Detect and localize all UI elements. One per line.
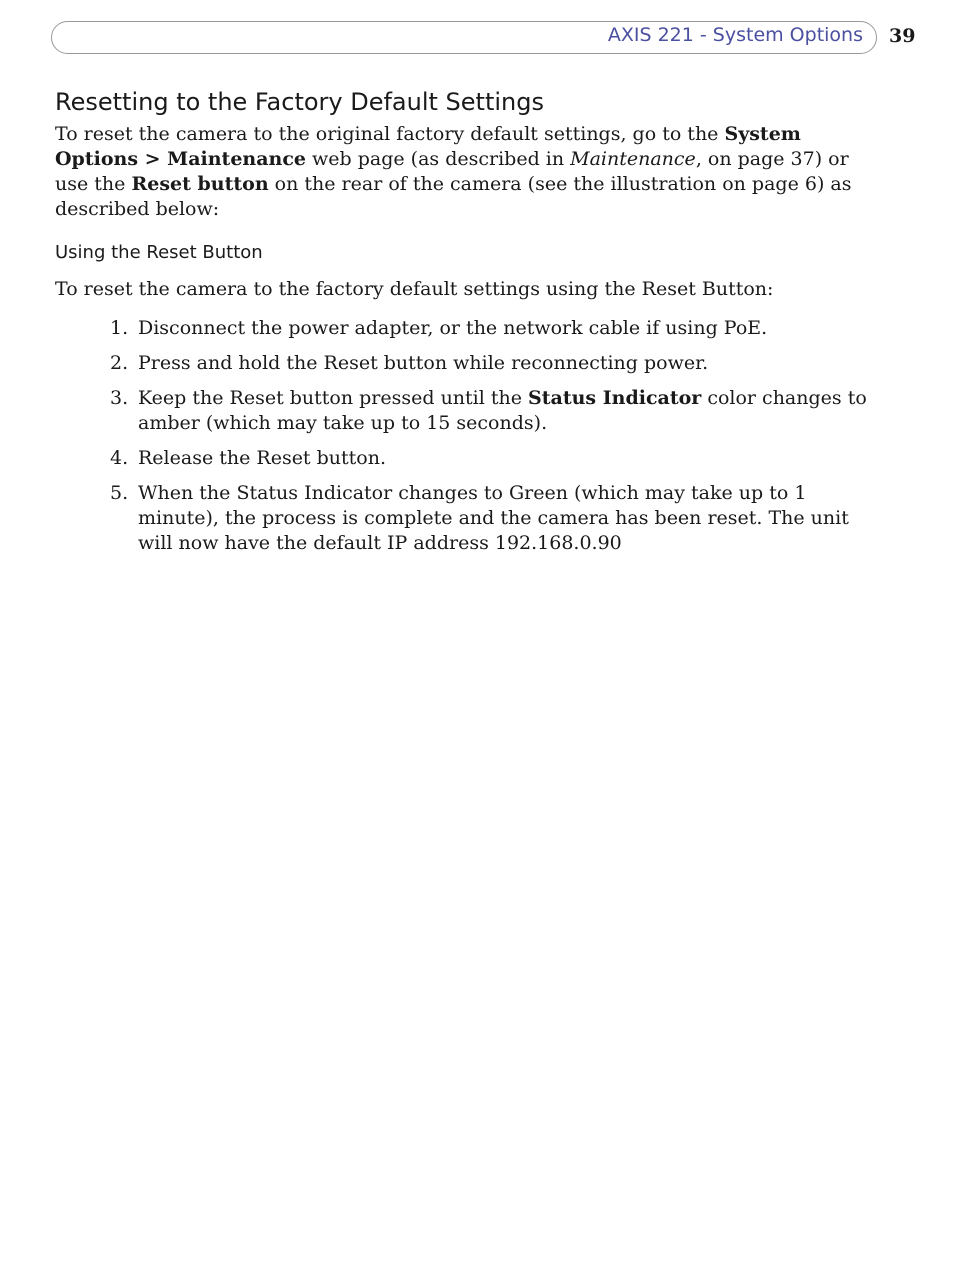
subsection-intro: To reset the camera to the factory default settings using the Reset Button: [55,278,774,300]
step-number: 1. [110,317,129,339]
paragraph-text: To reset the camera to the original factory default settings, go to the [55,123,725,145]
step-text: Press and hold the Reset button while reconnecting power. [138,352,709,374]
list-item [55,351,875,376]
maintenance-reference: Maintenance [570,148,696,170]
page-number: 39 [889,25,916,47]
step-text: When the Status Indicator changes to Green (which may take up to 1 minute), the process is complete and the camera has been reset. The unit will now have the default IP address 192.168.0.90 [138,482,849,554]
subsection-heading: Using the Reset Button [55,242,263,263]
list-item [55,481,875,556]
section-paragraph [55,122,875,222]
status-indicator-reference: Status Indicator [528,387,702,409]
reset-button-reference: Reset button [131,173,269,195]
list-item [55,446,875,471]
step-number: 3. [110,387,129,409]
paragraph-text: web page (as described in [306,148,571,170]
paragraph-text: , on page 37) or use the [55,148,849,195]
step-text: Keep the Reset button pressed until the [138,387,529,409]
list-item [55,386,875,436]
header-title: AXIS 221 - System Options [607,24,863,46]
step-text: Disconnect the power adapter, or the network cable if using PoE. [138,317,768,339]
section-heading: Resetting to the Factory Default Settings [55,88,544,116]
page-content [55,88,875,566]
reset-steps-list [55,316,875,556]
step-text: color changes to amber (which may take up to 15 seconds). [138,387,867,434]
list-item [55,316,875,341]
menu-path-reference: System Options > Maintenance [55,123,801,170]
step-number: 5. [110,482,129,504]
step-text: Release the Reset button. [138,447,386,469]
paragraph-text: on the rear of the camera (see the illustration on page 6) as described below: [55,173,852,220]
step-number: 4. [110,447,129,469]
step-number: 2. [110,352,129,374]
